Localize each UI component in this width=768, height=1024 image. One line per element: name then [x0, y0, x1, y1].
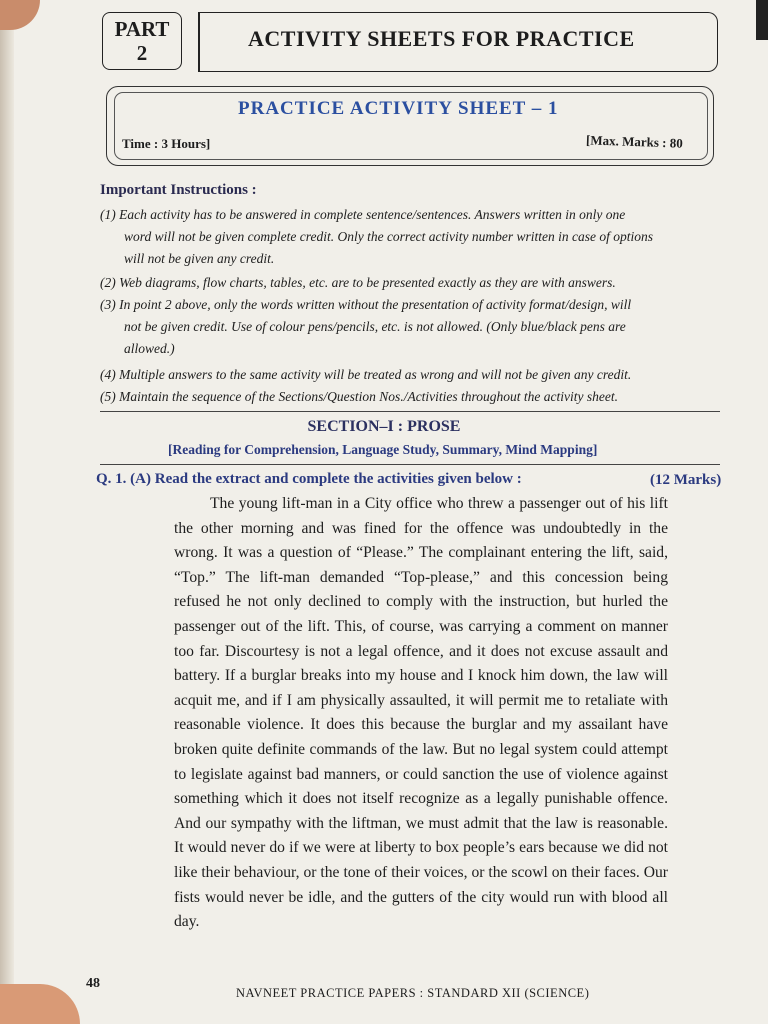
question-marks: (12 Marks)	[650, 472, 722, 488]
instruction-line: (2) Web diagrams, flow charts, tables, etc. are to be presented exactly as they are with answers.	[100, 275, 616, 290]
part-badge	[102, 12, 182, 70]
instruction-5	[100, 386, 720, 408]
instruction-line: will not be given any credit.	[124, 251, 275, 266]
instruction-4	[100, 364, 720, 386]
part-label: PART	[114, 17, 170, 41]
instruction-line: (1) Each activity has to be answered in complete sentence/sentences. Answers written in only one	[100, 207, 626, 222]
instruction-line: not be given credit. Use of colour pens/pencils, etc. is not allowed. (Only blue/black pens are	[124, 319, 626, 334]
instruction-line: (4) Multiple answers to the same activity will be treated as wrong and will not be given any credit.	[100, 367, 632, 382]
instruction-line: (5) Maintain the sequence of the Sections/Question Nos./Activities throughout the activity sheet.	[100, 389, 619, 404]
page-number: 48	[86, 976, 100, 991]
page-title: ACTIVITY SHEETS FOR PRACTICE	[248, 26, 635, 51]
question-label: Q. 1. (A) Read the extract and complete the activities given below :	[96, 471, 522, 487]
sheet-title: PRACTICE ACTIVITY SHEET – 1	[238, 98, 559, 119]
instructions-heading: Important Instructions :	[100, 182, 257, 198]
instruction-line: allowed.)	[124, 341, 175, 356]
time-label: Time : 3 Hours]	[122, 136, 211, 151]
section-divider	[100, 464, 720, 465]
section-title: SECTION–I : PROSE	[307, 418, 461, 435]
page-edge	[0, 0, 14, 1024]
thumb	[0, 984, 80, 1024]
finger-shadow	[0, 0, 40, 30]
part-number: 2	[136, 41, 148, 65]
instruction-2	[100, 272, 720, 294]
extract-passage	[174, 492, 668, 935]
section-divider	[100, 411, 720, 412]
instruction-1	[100, 204, 720, 270]
instruction-line: word will not be given complete credit. Only the correct activity number written in case of options	[124, 229, 654, 244]
instruction-3	[100, 294, 720, 360]
instruction-line: (3) In point 2 above, only the words written without the presentation of activity format/design, will	[100, 297, 632, 312]
passage-text: The young lift-man in a City office who threw a passenger out of his lift the other morning and was fined for the offence was undoubtedly in the wrong. It was a question of “Please.” The complainant entering the lift, said, “Top.” The lift-man demanded “Top-please,” and this concession being refused he not only declined to comply with the instruction, but hurled the passenger out of the lift. This, of course, was carrying a comment on manner too far. Discourtesy is not a legal offence, and it does not excuse assault and battery. If a burglar breaks into my house and I knock him down, the law will acquit me, and if I am physically assaulted, it will permit me to retaliate with reasonable violence. It does this because the burglar and my assailant have broken quite definite commands of the law. But no legal system could attempt to legislate against bad manners, or could sanction the use of violence against something which it does not itself recognize as a legally punishable offence. And our sympathy with the liftman, we must admit that the law is reasonable. It would never do if we were at liberty to box people’s ears because we did not like their behaviour, or the tone of their voices, or the scowl on their faces. Our fists would never be idle, and the gutters of the city would run with blood all day.	[174, 495, 668, 931]
section-subtitle: [Reading for Comprehension, Language Study, Summary, Mind Mapping]	[168, 442, 598, 457]
max-marks-label: [Max. Marks : 80	[585, 132, 684, 151]
page-edge-right	[756, 0, 768, 40]
footer-text: NAVNEET PRACTICE PAPERS : STANDARD XII (SCIENCE)	[236, 986, 590, 1000]
